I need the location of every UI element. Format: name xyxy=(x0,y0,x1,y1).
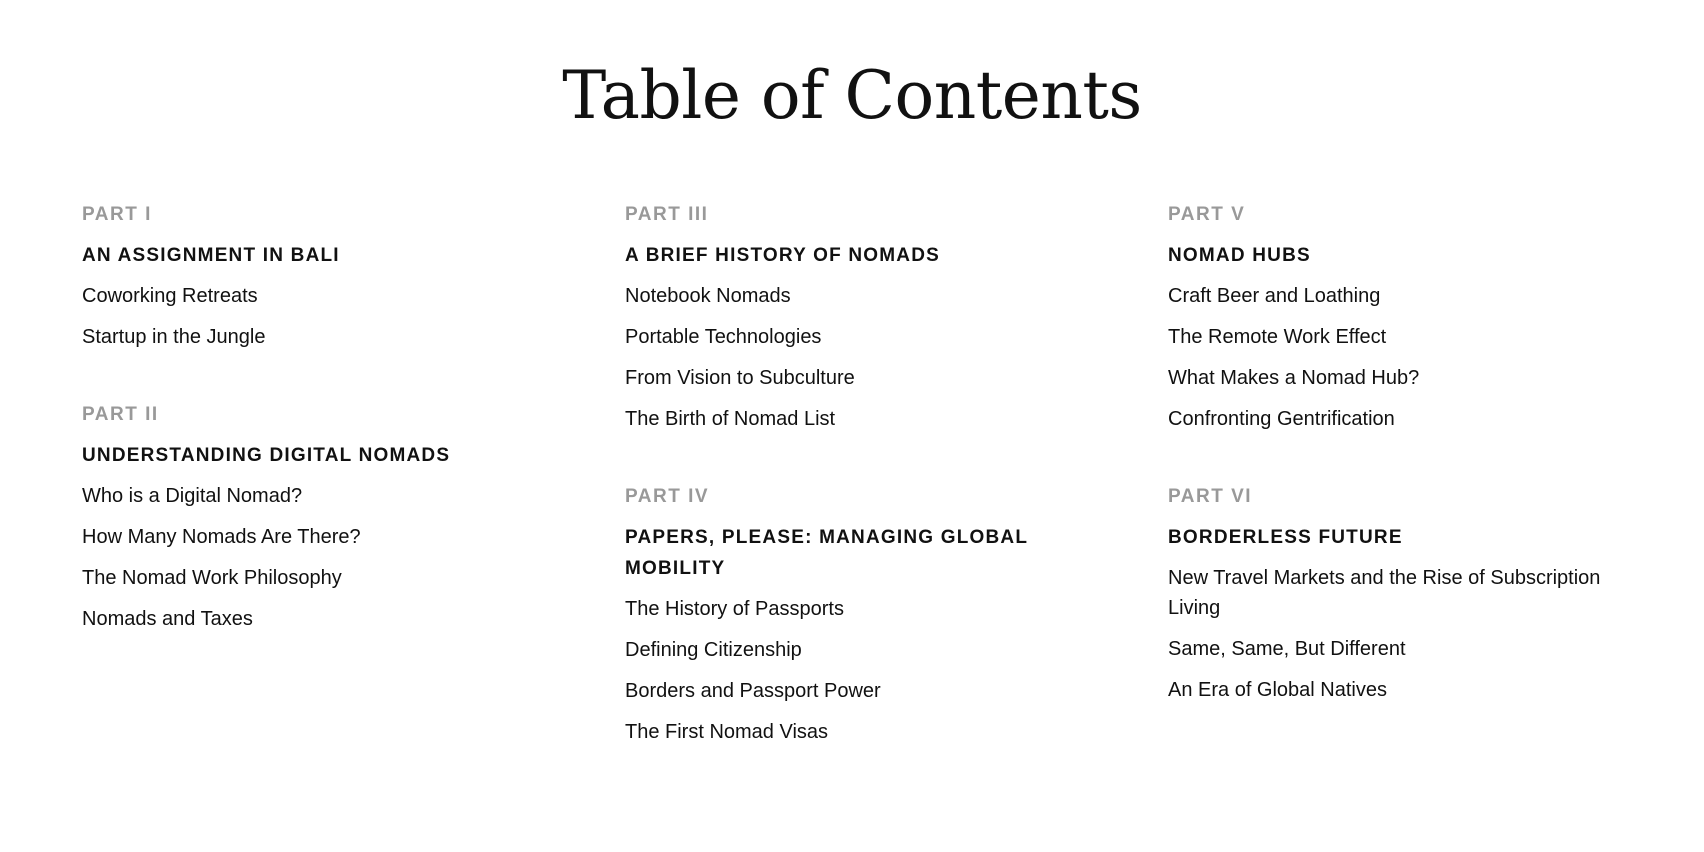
part-5 xyxy=(1168,205,1658,445)
chapter-link[interactable]: New Travel Markets and the Rise of Subscription Living xyxy=(1168,567,1601,619)
chapter-link[interactable]: The History of Passports xyxy=(625,598,844,620)
part-title: AN ASSIGNMENT IN BALI xyxy=(82,245,340,266)
chapter-link[interactable]: Portable Technologies xyxy=(625,326,822,348)
table-of-contents xyxy=(82,205,1658,800)
part-title: A BRIEF HISTORY OF NOMADS xyxy=(625,245,941,266)
part-title: NOMAD HUBS xyxy=(1168,245,1311,266)
part-3 xyxy=(625,205,1168,445)
chapter-link[interactable]: Coworking Retreats xyxy=(82,285,258,307)
part-2 xyxy=(82,405,625,645)
chapter-link[interactable]: An Era of Global Natives xyxy=(1168,679,1387,701)
part-label: PART VI xyxy=(1168,486,1253,507)
part-6 xyxy=(1168,487,1658,716)
part-label: PART IV xyxy=(625,486,710,507)
chapter-link[interactable]: From Vision to Subculture xyxy=(625,367,855,389)
chapter-link[interactable]: How Many Nomads Are There? xyxy=(82,526,361,548)
chapter-link[interactable]: The Nomad Work Philosophy xyxy=(82,567,342,589)
chapter-link[interactable]: The First Nomad Visas xyxy=(625,721,829,743)
chapter-link[interactable]: Startup in the Jungle xyxy=(82,326,266,348)
chapter-link[interactable]: Nomads and Taxes xyxy=(82,608,253,630)
chapter-link[interactable]: Notebook Nomads xyxy=(625,285,791,307)
page-title: Table of Contents xyxy=(562,57,1142,134)
chapter-link[interactable]: Defining Citizenship xyxy=(625,639,802,661)
chapter-link[interactable]: Same, Same, But Different xyxy=(1168,638,1406,660)
chapter-link[interactable]: Confronting Gentrification xyxy=(1168,408,1395,430)
part-label: PART V xyxy=(1168,204,1246,225)
chapter-link[interactable]: Craft Beer and Loathing xyxy=(1168,285,1381,307)
part-title: UNDERSTANDING DIGITAL NOMADS xyxy=(82,445,451,466)
chapter-link[interactable]: Borders and Passport Power xyxy=(625,680,881,702)
chapter-link[interactable]: The Remote Work Effect xyxy=(1168,326,1387,348)
part-title: PAPERS, PLEASE: MANAGING GLOBAL MOBILITY xyxy=(625,527,1028,579)
part-title: BORDERLESS FUTURE xyxy=(1168,527,1403,548)
toc-column-2 xyxy=(625,205,1168,800)
part-label: PART III xyxy=(625,204,709,225)
toc-column-1 xyxy=(82,205,625,800)
part-1 xyxy=(82,205,625,363)
part-label: PART I xyxy=(82,204,152,225)
part-label: PART II xyxy=(82,404,159,425)
part-4 xyxy=(625,487,1168,758)
chapter-link[interactable]: Who is a Digital Nomad? xyxy=(82,485,303,507)
toc-column-3 xyxy=(1168,205,1658,800)
chapter-link[interactable]: What Makes a Nomad Hub? xyxy=(1168,367,1420,389)
chapter-link[interactable]: The Birth of Nomad List xyxy=(625,408,836,430)
